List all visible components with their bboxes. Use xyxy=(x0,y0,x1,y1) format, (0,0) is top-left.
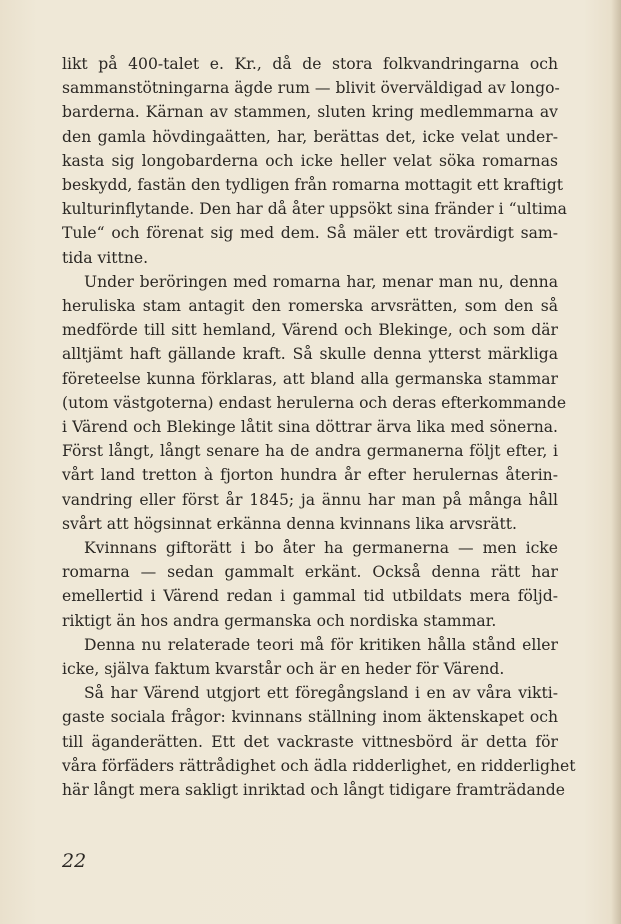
text-line: Under beröringen med romarna har, menar man nu, denna xyxy=(84,272,558,291)
page-number: 22 xyxy=(62,850,87,872)
text-line: Först långt, långt senare ha de andra germanerna följt efter, i xyxy=(62,442,558,461)
body-text xyxy=(62,52,576,802)
text-line: Kvinnans giftorätt i bo åter ha germanerna — men icke xyxy=(84,539,558,558)
text-line: alltjämt haft gällande kraft. Så skulle denna ytterst märkliga xyxy=(62,345,558,364)
text-line: vårt land tretton à fjorton hundra år efter herulernas återin- xyxy=(62,466,558,485)
text-line: Tule“ och förenat sig med dem. Så mäler ett trovärdigt sam- xyxy=(62,224,558,243)
text-line: till äganderätten. Ett det vackraste vittnesbörd är detta för xyxy=(62,732,558,751)
text-line: i Värend och Blekinge låtit sina döttrar ärva lika med sönerna. xyxy=(62,418,558,437)
text-line: svårt att högsinnat erkänna denna kvinnans lika arvsrätt. xyxy=(62,514,518,533)
text-line: romarna — sedan gammalt erkänt. Också denna rätt har xyxy=(62,563,558,582)
text-line: den gamla hövdingaätten, har, berättas det, icke velat under- xyxy=(62,127,558,146)
page-gutter-shadow xyxy=(611,0,621,924)
text-line: tida vittne. xyxy=(62,248,149,267)
text-line: kasta sig longobarderna och icke heller velat söka romarnas xyxy=(62,151,558,170)
text-line: beskydd, fastän den tydligen från romarna mottagit ett kraftigt xyxy=(62,176,564,195)
text-line: heruliska stam antagit den romerska arvsrätten, som den så xyxy=(62,297,558,316)
text-line: Så har Värend utgjort ett föregångsland i en av våra vikti- xyxy=(84,684,558,703)
text-line: likt på 400-talet e. Kr., då de stora folkvandringarna och xyxy=(62,55,558,73)
text-line: gaste sociala frågor: kvinnans ställning inom äktenskapet och xyxy=(62,708,558,727)
text-line: våra förfäders rättrådighet och ädla ridderlighet, en ridderlighet xyxy=(62,756,576,775)
text-line: icke, själva faktum kvarstår och är en heder för Värend. xyxy=(62,660,505,679)
text-line: företeelse kunna förklaras, att bland alla germanska stammar xyxy=(62,369,558,388)
text-line: sammanstötningarna ägde rum — blivit överväldigad av longo- xyxy=(62,79,560,98)
text-line: vandring eller först år 1845; ja ännu har man på många håll xyxy=(62,490,558,509)
text-line: barderna. Kärnan av stammen, sluten kring medlemmarna av xyxy=(62,103,558,122)
text-line: kulturinflytande. Den har då åter uppsökt sina fränder i “ultima xyxy=(62,200,567,219)
text-line: emellertid i Värend redan i gammal tid utbildats mera följd- xyxy=(62,587,558,606)
text-line: här långt mera sakligt inriktad och långt tidigare framträdande xyxy=(62,781,566,800)
text-line: riktigt än hos andra germanska och nordiska stammar. xyxy=(62,611,497,630)
text-line: medförde till sitt hemland, Värend och Blekinge, och som där xyxy=(62,321,558,340)
text-line: (utom västgoterna) endast herulerna och deras efterkommande xyxy=(62,393,567,412)
text-line: Denna nu relaterade teori må för kritiken hålla stånd eller xyxy=(84,635,558,654)
